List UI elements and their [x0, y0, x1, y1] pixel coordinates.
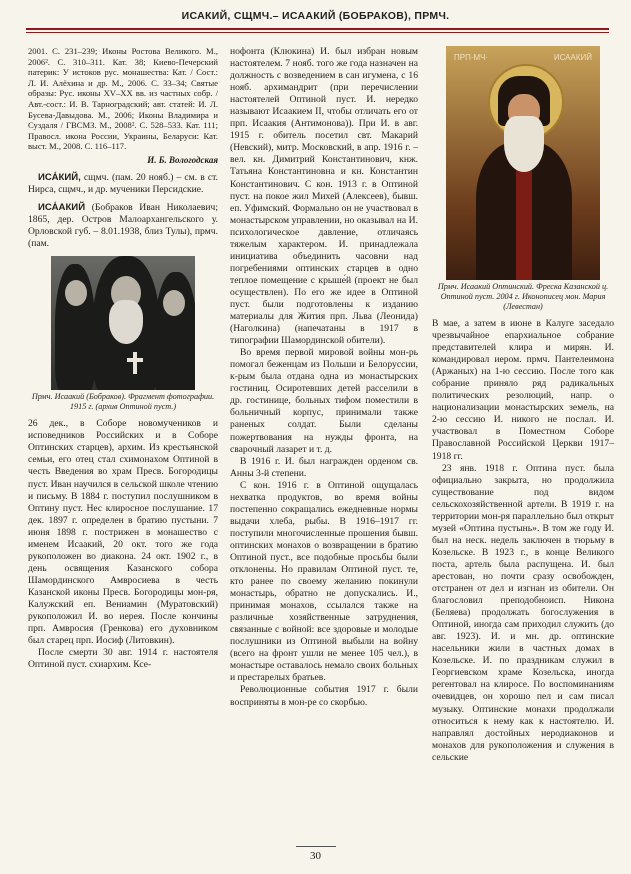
body-paragraph: После смерти 30 авг. 1914 г. настоятеля Оптиной пуст. схиархим. Ксе-: [28, 647, 218, 671]
body-paragraph: нофонта (Клюкина) И. был избран новым настоятелем. 7 нояб. того же года назначен на должность с возведением в сан игумена, с 16 нояб. архимандрит (при перечислении настоятелей Оптиной пуст. И. нередко называют Исаакием II, чтобы отличать его от прп. Исаакия (Антимонова)). При И. в авг. 1915 г. обитель посетил свт. Макарий (Невский), митр. Московский, в апр. 1916 г. – вел. кн. Димитрий Константинович, кнж. Татьяна Константиновна и кн. Константин Константинович. С кон. 1913 г. в Оптиной пуст. на покое жил Михей (Алексеев), бывш. еп. Уфимский. Формально он не участвовал в монастырском управлении, но оказывал на И. психологическое давление, отличаясь тяжелым характером. И. принадлежала инициатива объединить часовни над погребениями оптинских старцев в одно теплое помещение с крыше́й (проект не был осуществлен). По его же идее в Оптиной пуст. были подготовлены к изданию материалы для Жития прп. Льва (Леонида) (Наголкина) (напечатаны в 1917 в типографии Шамординской обители).: [230, 46, 418, 347]
body-paragraph: В мае, а затем в июне в Калуге заседало чрезвычайное епархиальное собрание представителей клира и мирян. И. командировал иером. прмч. Пантелеимона (Аржаных) на 1-ю сессию. После того как собрание приняло ряд радикальных политических резолюций, напр. о национализации монастырских земель, на 2-ю сессию И. никого не послал. И. участвовал в Поместном Соборе Православной Российской Церкви 1917–1918 гг.: [432, 318, 614, 462]
archival-photo: [51, 256, 195, 390]
header-rule: [26, 28, 609, 30]
column-3: [432, 46, 614, 764]
column-1: [28, 46, 218, 671]
entry-text: сщмч. (пам. 20 нояб.) – см. в ст. Нирса, сщмч., и др. мученики Персидские.: [28, 171, 218, 196]
fresco-caption: Прмч. Исаакий Оптинский. Фреска Казанской ц. Оптиной пуст. 2004 г. Иконописец мон. Мария (Левестан): [437, 282, 609, 311]
fresco-inscription-right: ИСААКИЙ: [553, 53, 592, 62]
body-paragraph: 23 янв. 1918 г. Оптина пуст. была официально закрыта, но продолжила существование под видом сельскохозяйственной артели. В 1919 г. на территории мон-ря параллельно был открыт музей «Оптина пустынь». В том же году И. был на неск. недель заключен в тюрьму в Козельске. В 1923 г., в конце Великого поста, артель была распущена. И. был арестован, но почти сразу освобожден, отстранен от дел и изгнан из обители. Он благословил преподобноисп. Никона (Беляева) продолжать богослужения в Оптиной, иногда сам приходил служить (до авг. 1923). И. и мн. др. оптинские насельники жили в частных домах в Козельске. И. по праздникам служил в Георгиевском храме Козельска, иногда регентовал на клиросе. По воспоминаниям очевидцев, он хорошо пел и сам писал музыку. Оптинские монахи продолжали относиться к нему как к настоятелю. И. направлял достойных иеродиаконов и монахов для рукоположения и служения в сельские: [432, 462, 614, 763]
fresco-image: [446, 46, 600, 280]
body-paragraph: С кон. 1916 г. в Оптиной ощущалась нехватка продуктов, во время войны постепенно сокращались ежедневные нормы выдачи хлеба, рыбы. В 1916–1917 гг. поступили многочисленные прошения бывш. оптинских монахов о возвращении в братию Оптиной пуст., все подобные просьбы были отклонены. Но правилам Оптиной пуст. те, кто ранее по своему желанию покинули монастырь, обратно не допускались. И., принимая монахов, ссылался также на различные хозяйственные затруднения, связанные с войной: все здоровые и молодые послушники из Оптиной выбыли на войну (всего на фронт ушли не менее 105 чел.), в монастыре оставалось немало своих больных и престарелых братьев.: [230, 479, 418, 684]
column-2: [230, 46, 418, 709]
entry-text: (Бобраков Иван Николаевич; 1865, дер. Остров Малоархангельского у. Орловской губ. – 8.01.1938, близ Тулы), прмч. (пам.: [28, 202, 218, 250]
body-paragraph: Революционные события 1917 г. были восприняты в мон-ре со скорбью.: [230, 684, 418, 708]
entry-isaaky: [28, 202, 218, 250]
fresco-inscription-left: ПРП·МЧ·: [454, 53, 489, 62]
photo-caption: Прмч. Исаакий (Бобраков). Фрагмент фотографии. 1915 г. (архив Оптиной пуст.): [31, 392, 215, 412]
body-paragraph: 26 дек., в Соборе новомучеников и исповедников Российских и в Соборе Оптинских старцев), архим. Из крестьянской семьи, его отец стал схимонахом Оптиной в честь Введения во храм Пресв. Богородицы пуст. Иван научился в сельской школе чтению и письму. В 1884 г. поступил послушником в Оптину пуст. Нес клиросное послушание. 17 дек. 1897 г. определен в братию пустыни. 7 июня 1898 г. пострижен в монашество с именем Исаакий, 20 окт. того же года рукоположен во диакона. 24 окт. 1902 г., в день освящения Казанского собора Шамординского Амвросиева в честь Казанской иконы Пресв. Богородицы мон-ря, Калужский еп. Вениамин (Муратовский) рукоположил И. во иерея. После кончины прп. Амвросия (Гренкова) его духовником был старец прп. Иосиф (Литовкин).: [28, 418, 218, 647]
entry-headword: ИСА́АКИЙ: [38, 202, 86, 214]
entry-headword: ИСА́КИЙ,: [38, 171, 81, 183]
entry-isaky: [28, 172, 218, 196]
body-paragraph: Во время первой мировой войны мон-рь помогал беженцам из Польши и Белоруссии, к-рым была отдана одна из монастырских гостиниц. Осиротевших детей расселили в др. гостинице, больных тифом поместили в больничный корпус, принимали также раненых солдат. Были сделаны пожертвования на нужды фронта, на сварочный лазарет и т. д.: [230, 347, 418, 455]
page-number: 30: [310, 850, 321, 862]
bibliography-text: 2001. С. 231–239; Иконы Ростова Великого. М., 2006². С. 310–311. Кат. 38; Киево-Печерский патерик: У истоков рус. монашества: Кат. / Сост.: Л. И. Алёхина и др. М., 2006. С. 33–34; Святые образы: Рус. иконы XV–XX вв. из частных собр. / Авт.-сост.: И. В. Тарноградский; авт. статей: И. Л. Бусева-Давыдова. М., 2006; Иконы Владимира и Суздаля / ГВСМЗ. М., 2008². С. 528–533. Кат. 111; Правосл. икона России, Украины, Беларуси: Кат. выст. М., 2008. С. 116–117.: [28, 46, 218, 152]
header-rule-thin: [26, 32, 609, 33]
footer-rule: [296, 846, 336, 847]
author-signature: И. Б. Вологодская: [147, 154, 218, 165]
body-paragraph: В 1916 г. И. был награжден орденом св. Анны 3-й степени.: [230, 455, 418, 479]
running-header: [0, 8, 631, 42]
page-header-title: ИСАКИЙ, СЩМЧ.– ИСААКИЙ (БОБРАКОВ), ПРМЧ.: [181, 10, 450, 22]
